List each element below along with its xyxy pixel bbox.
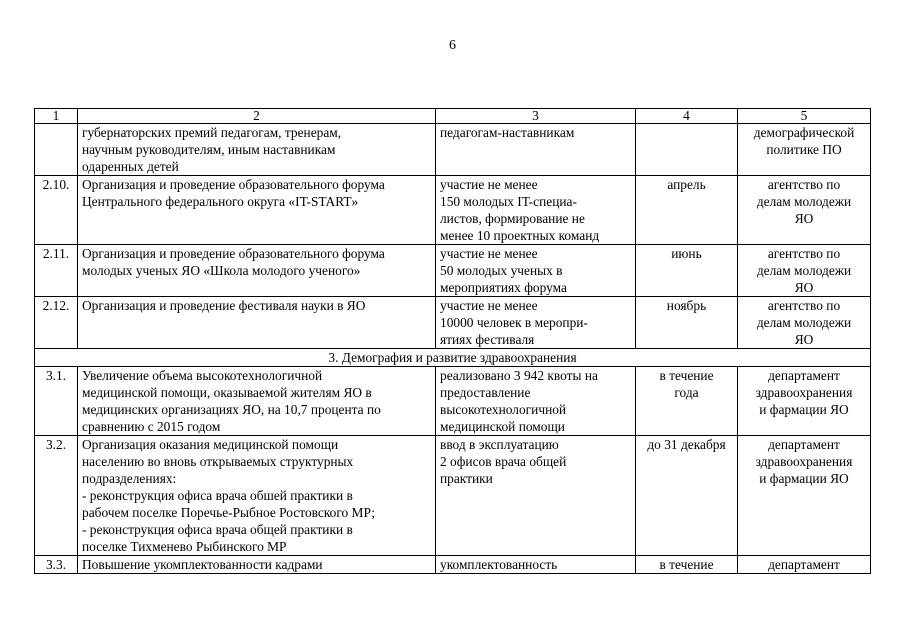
deadline-cell — [636, 176, 738, 245]
cell-text-line: агентство по — [767, 246, 841, 261]
row-number: 2.10. — [35, 176, 78, 245]
cell-text-line: Организация оказания медицинской помощи — [82, 437, 339, 452]
cell-text-line: департамент — [768, 557, 840, 572]
cell-text-line: одаренных детей — [82, 159, 179, 174]
page-number: 6 — [449, 38, 456, 53]
cell-text-line: медицинской помощи, оказываемой жителям ЯО в — [82, 385, 372, 400]
cell-text-line: и фармации ЯО — [759, 471, 849, 486]
column-number-2: 2 — [78, 109, 436, 124]
table-row — [35, 124, 871, 176]
column-number-4: 4 — [636, 109, 738, 124]
responsible-cell — [738, 176, 871, 245]
cell-text-line: ввод в эксплуатацию — [440, 437, 559, 452]
indicator-cell — [436, 367, 636, 436]
deadline-cell — [636, 436, 738, 556]
cell-text-line: Увеличение объема высокотехнологичной — [82, 368, 323, 383]
cell-text-line: участие не менее — [440, 177, 538, 192]
cell-text-line: департамент — [768, 368, 840, 383]
activity-cell — [78, 124, 436, 176]
cell-text-line: Центрального федерального округа «IT-START» — [82, 194, 359, 209]
cell-text-line: предоставление — [440, 385, 531, 400]
cell-text-line: медицинских организациях ЯО, на 10,7 процента по — [82, 402, 381, 417]
cell-text-line: ЯО — [794, 332, 814, 347]
cell-text-line: реализовано 3 942 квоты на — [440, 368, 598, 383]
cell-text-line: делам молодежи — [756, 263, 852, 278]
responsible-cell — [738, 245, 871, 297]
cell-text-line: демографической — [753, 125, 855, 140]
cell-text-line: - реконструкция офиса врача обшей практики в — [82, 488, 353, 503]
cell-text-line: листов, формирование не — [440, 211, 585, 226]
deadline-cell — [636, 297, 738, 349]
cell-text-line: губернаторских премий педагогам, тренерам, — [82, 125, 342, 140]
deadline-cell — [636, 556, 738, 574]
cell-text-line: здравоохранения — [755, 454, 853, 469]
cell-text-line: мероприятиях форума — [440, 280, 567, 295]
table-row — [35, 245, 871, 297]
activity-cell — [78, 436, 436, 556]
cell-text-line: научным руководителям, иным наставникам — [82, 142, 336, 157]
cell-text-line: Организация и проведение фестиваля науки в ЯО — [82, 298, 366, 313]
indicator-cell — [436, 124, 636, 176]
table-header-row — [35, 109, 871, 124]
indicator-cell — [436, 176, 636, 245]
activity-cell — [78, 556, 436, 574]
deadline-cell — [636, 245, 738, 297]
cell-text-line: рабочем поселке Поречье-Рыбное Ростовского МР; — [82, 505, 376, 520]
cell-text-line: педагогам-наставникам — [440, 125, 575, 140]
row-number: 3.1. — [35, 367, 78, 436]
cell-text-line: молодых ученых ЯО «Школа молодого ученого» — [82, 263, 361, 278]
column-number-1: 1 — [35, 109, 78, 124]
section-title: 3. Демография и развитие здравоохранения — [35, 349, 871, 367]
cell-text-line: агентство по — [767, 298, 841, 313]
cell-text-line: населению во вновь открываемых структурных — [82, 454, 354, 469]
cell-text-line: агентство по — [767, 177, 841, 192]
row-number: 3.3. — [35, 556, 78, 574]
cell-text-line: Повышение укомплектованности кадрами — [82, 557, 323, 572]
row-number: 2.12. — [35, 297, 78, 349]
row-number — [35, 124, 78, 176]
cell-text-line: 2 офисов врача общей — [440, 454, 567, 469]
activity-cell — [78, 245, 436, 297]
column-number-5: 5 — [738, 109, 871, 124]
indicator-cell — [436, 436, 636, 556]
cell-text-line: июнь — [671, 246, 702, 261]
cell-text-line: политике ПО — [766, 142, 842, 157]
cell-text-line: и фармации ЯО — [759, 402, 849, 417]
column-number-3: 3 — [436, 109, 636, 124]
cell-text-line: в течение — [659, 368, 714, 383]
section-header-row — [35, 349, 871, 367]
activity-cell — [78, 297, 436, 349]
cell-text-line: ЯО — [794, 280, 814, 295]
responsible-cell — [738, 436, 871, 556]
cell-text-line: Организация и проведение образовательного форума — [82, 246, 385, 261]
cell-text-line: до 31 декабря — [647, 437, 726, 452]
cell-text-line: менее 10 проектных команд — [440, 228, 600, 243]
indicator-cell — [436, 556, 636, 574]
cell-text-line: укомплектованность — [440, 557, 558, 572]
deadline-cell — [636, 124, 738, 176]
responsible-cell — [738, 124, 871, 176]
deadline-cell — [636, 367, 738, 436]
cell-text-line: 150 молодых IT-специа- — [440, 194, 577, 209]
cell-text-line: департамент — [768, 437, 840, 452]
cell-text-line: участие не менее — [440, 246, 538, 261]
cell-text-line: медицинской помощи — [440, 419, 565, 434]
activity-plan-table — [34, 108, 871, 574]
cell-text-line: апрель — [667, 177, 706, 192]
cell-text-line: Организация и проведение образовательного форума — [82, 177, 385, 192]
activity-cell — [78, 367, 436, 436]
cell-text-line: делам молодежи — [756, 315, 852, 330]
cell-text-line: здравоохранения — [755, 385, 853, 400]
table-row — [35, 176, 871, 245]
table-row — [35, 367, 871, 436]
cell-text-line: делам молодежи — [756, 194, 852, 209]
cell-text-line: года — [674, 385, 699, 400]
cell-text-line: сравнению с 2015 годом — [82, 419, 221, 434]
responsible-cell — [738, 367, 871, 436]
cell-text-line: ятиях фестиваля — [440, 332, 535, 347]
table-row — [35, 556, 871, 574]
cell-text-line: в течение — [659, 557, 714, 572]
cell-text-line: подразделениях: — [82, 471, 177, 486]
responsible-cell — [738, 297, 871, 349]
cell-text-line: практики — [440, 471, 493, 486]
indicator-cell — [436, 297, 636, 349]
activity-cell — [78, 176, 436, 245]
indicator-cell — [436, 245, 636, 297]
cell-text-line: - реконструкция офиса врача общей практики в — [82, 522, 353, 537]
table-row — [35, 436, 871, 556]
row-number: 2.11. — [35, 245, 78, 297]
cell-text-line: ноябрь — [666, 298, 707, 313]
row-number: 3.2. — [35, 436, 78, 556]
table-row — [35, 297, 871, 349]
cell-text-line: высокотехнологичной — [440, 402, 567, 417]
cell-text-line: поселке Тихменево Рыбинского МР — [82, 539, 287, 554]
responsible-cell — [738, 556, 871, 574]
cell-text-line: 50 молодых ученых в — [440, 263, 563, 278]
cell-text-line: ЯО — [794, 211, 814, 226]
cell-text-line: участие не менее — [440, 298, 538, 313]
cell-text-line: 10000 человек в меропри- — [440, 315, 588, 330]
